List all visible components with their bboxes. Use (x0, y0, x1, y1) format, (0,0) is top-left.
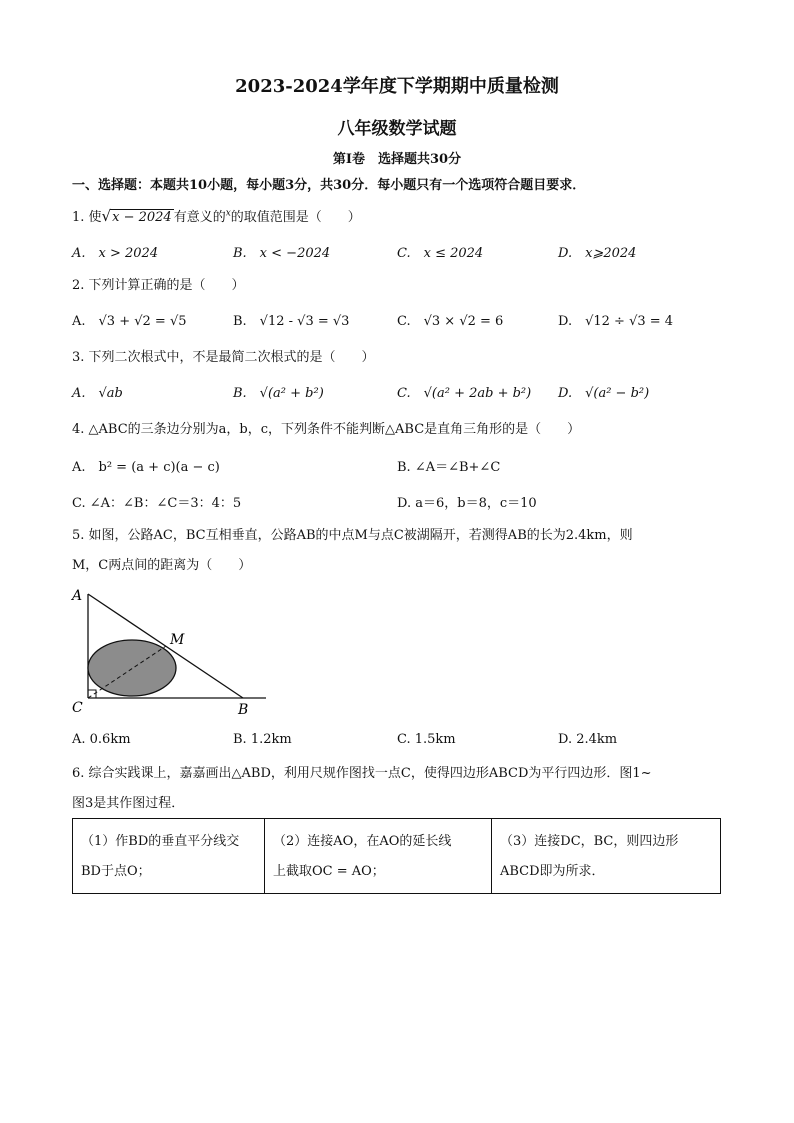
q5-option-c[interactable]: C. 1.5km (397, 732, 456, 747)
q2-option-a[interactable]: A. √3 + √2 = √5 (72, 314, 187, 329)
q1-suffix: 的取值范围是（ ） (230, 210, 361, 225)
step-1-line1: （1）作BD的垂直平分线交 (81, 834, 240, 849)
exam-subtitle: 八年级数学试题 (337, 119, 457, 139)
step-1-cell (73, 819, 265, 894)
question-3: 3. 下列二次根式中，不是最简二次根式的是（ ） (72, 350, 375, 365)
q4-option-d[interactable]: D. a＝6，b＝8，c＝10 (397, 496, 537, 511)
q4-option-b[interactable]: B. ∠A＝∠B+∠C (397, 460, 501, 475)
q2-option-d[interactable]: D. √12 ÷ √3 = 4 (558, 314, 674, 329)
q3-option-c[interactable]: C. √(a² + 2ab + b²) (397, 386, 532, 401)
label-c: C (72, 700, 83, 716)
construction-steps-table (72, 818, 721, 894)
question-1 (72, 206, 361, 225)
q2-option-b[interactable]: B. √12 - √3 = √3 (233, 314, 350, 329)
label-b: B (238, 702, 249, 718)
q1-prefix: 1. 使 (72, 210, 102, 225)
q5-option-a[interactable]: A. 0.6km (72, 732, 131, 747)
q1-mid: 有意义的 (173, 210, 226, 225)
q3-option-b[interactable]: B. √(a² + b²) (233, 386, 324, 401)
q2-option-c[interactable]: C. √3 × √2 = 6 (397, 314, 504, 329)
q1-option-b[interactable]: B. x < −2024 (233, 246, 331, 261)
step-2-cell (265, 819, 492, 894)
step-1-line2: BD于点O； (81, 864, 151, 879)
q5-option-b[interactable]: B. 1.2km (233, 732, 292, 747)
sqrt-symbol-icon: √ (101, 207, 112, 225)
q5-figure (66, 584, 276, 720)
q5-option-d[interactable]: D. 2.4km (558, 732, 618, 747)
question-2: 2. 下列计算正确的是（ ） (72, 278, 245, 293)
question-4: 4. △ABC的三条边分别为a，b，c，下列条件不能判断△ABC是直角三角形的是（ ） (72, 422, 581, 437)
q1-option-d[interactable]: D. x⩾2024 (558, 246, 637, 261)
question-6-line2: 图3是其作图过程． (72, 796, 185, 811)
q3-option-a[interactable]: A. √ab (72, 386, 123, 401)
q4-option-a[interactable]: A. b² = (a + c)(a − c) (72, 460, 220, 475)
q1-option-a[interactable]: A. x > 2024 (72, 246, 159, 261)
q3-option-d[interactable]: D. √(a² − b²) (558, 386, 650, 401)
step-2-line2: 上截取OC = AO； (273, 864, 385, 879)
part-heading: 第Ⅰ卷 选择题共30分 (332, 152, 462, 167)
section-heading: 一、选择题：本题共10小题，每小题3分，共30分．每小题只有一个选项符合题目要求． (72, 178, 586, 193)
label-m: M (170, 632, 185, 648)
step-2-line1: （2）连接AO，在AO的延长线 (273, 834, 452, 849)
step-3-line1: （3）连接DC，BC，则四边形 (500, 834, 679, 849)
question-5-line1: 5. 如图，公路AC，BC互相垂直，公路AB的中点M与点C被湖隔开，若测得AB的长为2.4km，则 (72, 528, 633, 543)
q4-option-c[interactable]: C. ∠A：∠B：∠C＝3：4：5 (72, 496, 242, 511)
step-3-cell (492, 819, 721, 894)
exam-title: 2023-2024学年度下学期期中质量检测 (235, 76, 559, 97)
question-5-line2: M，C两点间的距离为（ ） (72, 558, 252, 573)
lake-shape (88, 640, 176, 696)
q1-option-c[interactable]: C. x ≤ 2024 (397, 246, 484, 261)
step-3-line2: ABCD即为所求． (500, 864, 605, 879)
question-6-line1: 6. 综合实践课上，嘉嘉画出△ABD，利用尺规作图找一点C，使得四边形ABCD为平行四边形．图1~ (72, 766, 652, 781)
q1-var: x (225, 208, 231, 219)
label-a: A (72, 588, 83, 604)
q1-radicand: x − 2024 (112, 210, 172, 225)
